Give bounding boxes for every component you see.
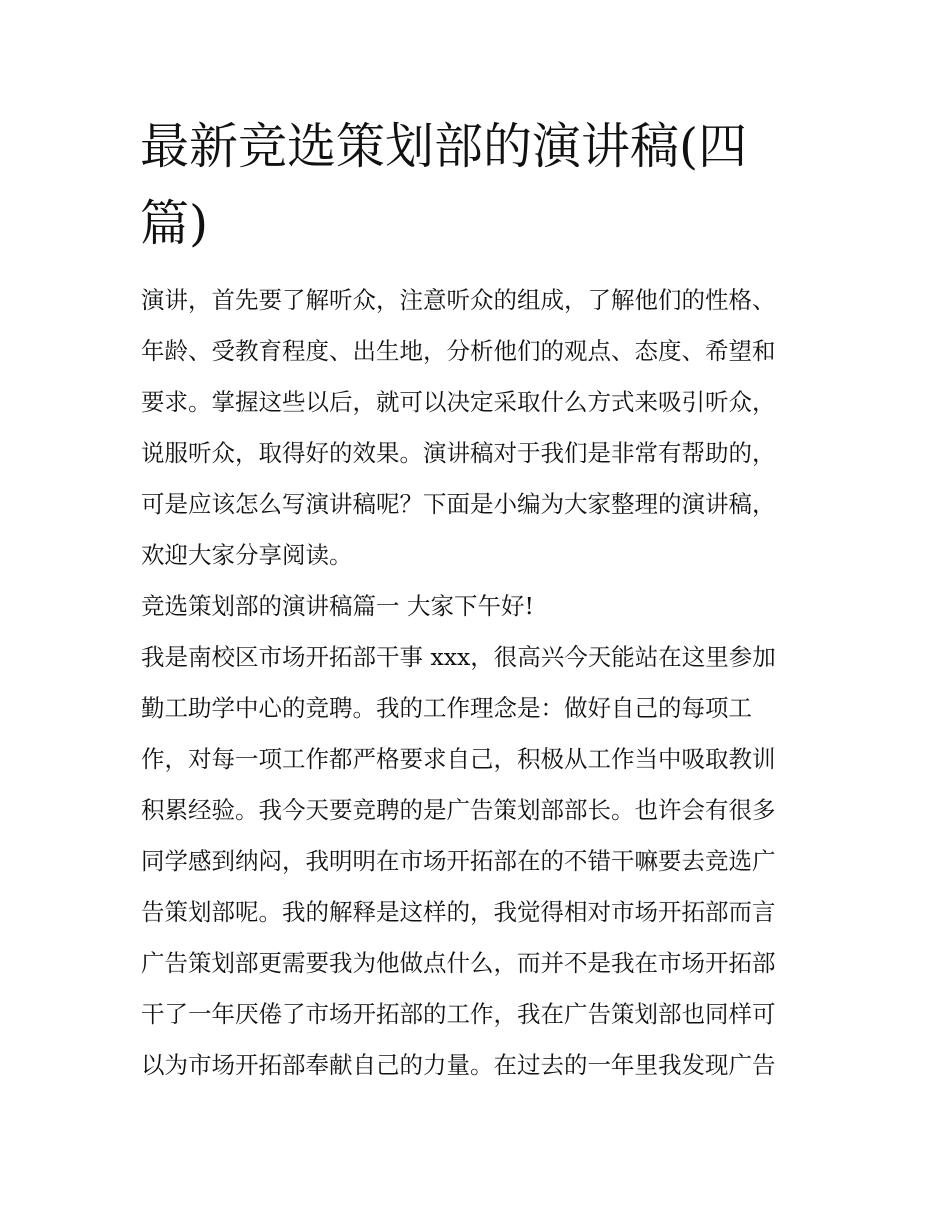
title-line-1: 最新竞选策划部的演讲稿(四: [140, 118, 748, 175]
body-line: 积累经验。我今天要竞聘的是广告策划部部长。也许会有很多: [141, 796, 776, 824]
section-heading: 竞选策划部的演讲稿篇一 大家下午好!: [141, 592, 534, 620]
body-line: 作，对每一项工作都严格要求自己，积极从工作当中吸取教训: [141, 745, 776, 773]
body-line: 要求。掌握这些以后，就可以决定采取什么方式来吸引听众，: [141, 388, 776, 416]
body-line: 同学感到纳闷，我明明在市场开拓部在的不错干嘛要去竞选广: [141, 847, 776, 875]
body-line: 年龄、受教育程度、出生地，分析他们的观点、态度、希望和: [141, 337, 776, 365]
body-line: 演讲，首先要了解听众，注意听众的组成，了解他们的性格、: [141, 286, 776, 314]
body-line: 可是应该怎么写演讲稿呢？下面是小编为大家整理的演讲稿，: [141, 490, 776, 518]
body-line: 以为市场开拓部奉献自己的力量。在过去的一年里我发现广告: [141, 1051, 776, 1079]
body-line: 干了一年厌倦了市场开拓部的工作，我在广告策划部也同样可: [141, 1000, 776, 1028]
body-line: 说服听众，取得好的效果。演讲稿对于我们是非常有帮助的，: [141, 439, 776, 467]
body-line: 广告策划部更需要我为他做点什么，而并不是我在市场开拓部: [141, 949, 776, 977]
body-line: 我是南校区市场开拓部干事 xxx，很高兴今天能站在这里参加: [141, 643, 776, 671]
body-line: 欢迎大家分享阅读。: [141, 541, 353, 569]
document-title: [140, 108, 830, 262]
body-line: 勤工助学中心的竞聘。我的工作理念是：做好自己的每项工: [141, 694, 752, 722]
body-line: 告策划部呢。我的解释是这样的，我觉得相对市场开拓部而言: [141, 898, 776, 926]
title-line-2: 篇): [140, 195, 209, 252]
